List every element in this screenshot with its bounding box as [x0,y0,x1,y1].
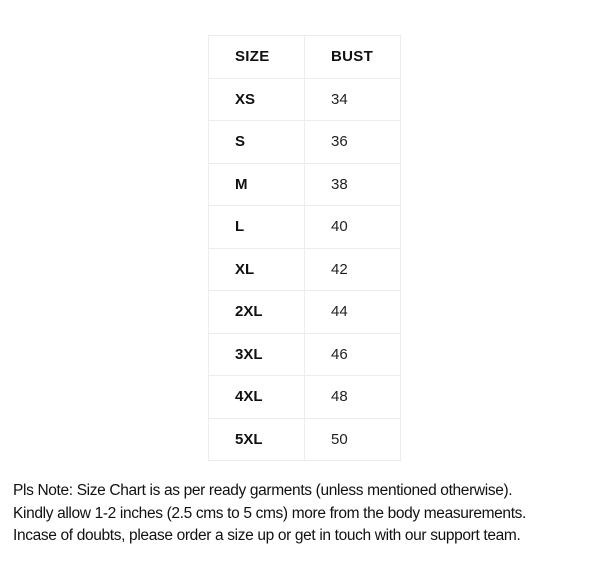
bust-cell: 40 [305,206,401,249]
note-line: Incase of doubts, please order a size up or get in touch with our support team. [13,527,521,544]
size-note [13,480,603,548]
size-chart [208,35,400,461]
bust-cell: 38 [305,163,401,206]
size-cell: XS [209,78,305,121]
table-row [209,121,401,164]
size-cell: S [209,121,305,164]
bust-cell: 34 [305,78,401,121]
size-cell: L [209,206,305,249]
bust-cell: 50 [305,418,401,461]
table-row [209,206,401,249]
bust-cell: 46 [305,333,401,376]
table-header-row [209,36,401,79]
size-cell: XL [209,248,305,291]
table-row [209,291,401,334]
bust-cell: 48 [305,376,401,419]
size-cell: M [209,163,305,206]
size-cell: 4XL [209,376,305,419]
note-line: Kindly allow 1-2 inches (2.5 cms to 5 cms) more from the body measurements. [13,504,527,522]
bust-cell: 44 [305,291,401,334]
column-header-bust: BUST [305,36,401,79]
column-header-size: SIZE [209,36,305,79]
bust-cell: 36 [305,121,401,164]
bust-cell: 42 [305,248,401,291]
table-row [209,163,401,206]
size-cell: 3XL [209,333,305,376]
table-row [209,248,401,291]
note-line: Pls Note: Size Chart is as per ready garments (unless mentioned otherwise). [13,482,513,499]
table-row [209,376,401,419]
table-row [209,333,401,376]
table-row [209,78,401,121]
size-chart-table [208,35,401,461]
size-cell: 5XL [209,418,305,461]
table-row [209,418,401,461]
size-cell: 2XL [209,291,305,334]
